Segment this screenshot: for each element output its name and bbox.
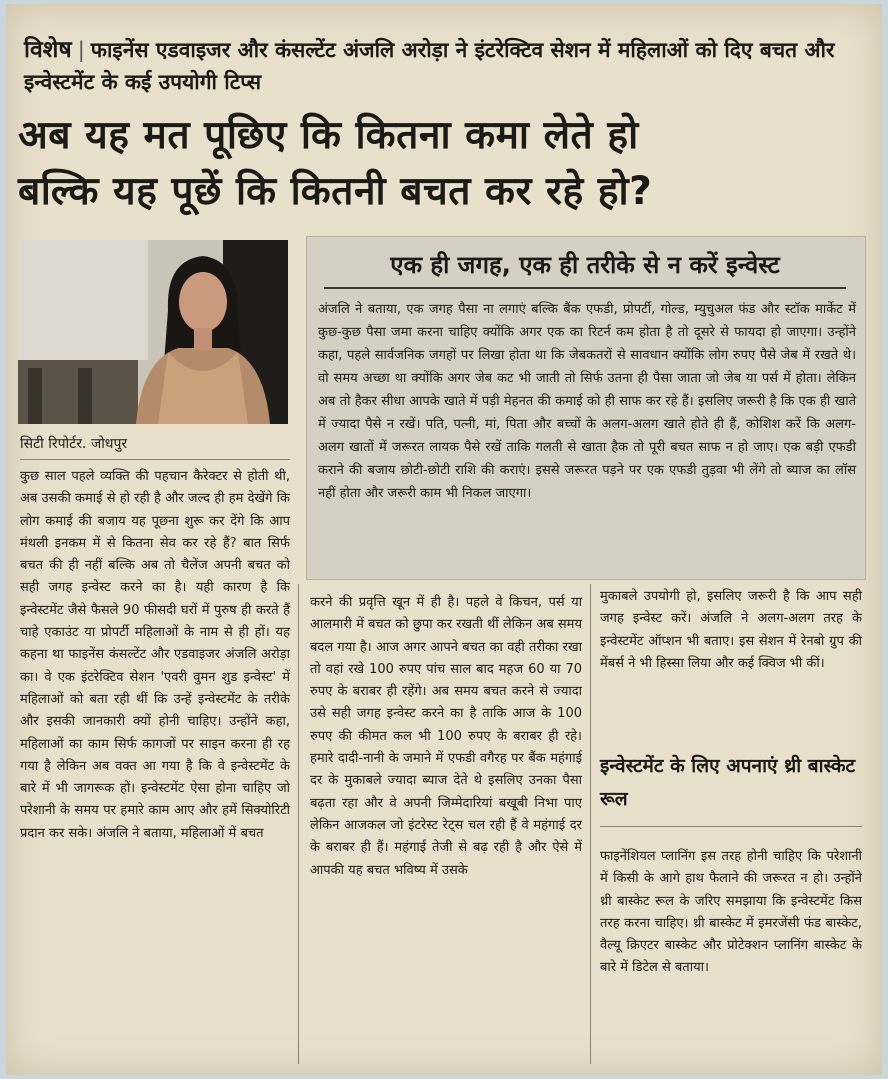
sidebar-box-text: अंजलि ने बताया, एक जगह पैसा ना लगाएं बल्कि बैंक एफडी, प्रोपर्टी, गोल्ड, म्युचुअल फंड और स्टॉक मार्केट में कुछ-कुछ पैसा जमा करना चाहिए क्योंकि अगर एक का रिटर्न कम होता है तो दूसरे से फायदा हो जाएगा। उन्होंने कहा, पहले सार्वजनिक जगहों पर लिखा होता था कि जेबकतरों से सावधान क्योंकि लोग रुपए पैसे जेब में रखते थे। वो समय अच्छा था क्योंकि अगर जेब कट भी जाती तो सिर्फ उतना ही पैसा जाता जो जेब या पर्स में होता। लेकिन अब तो हैकर सीधा आपके खाते में पड़ी मेहनत की कमाई को ही साफ कर रहे हैं। इसलिए जरूरी है कि एक ही खाते में ज्यादा पैसे न रखें। पति, पत्नी, मां, पिता और बच्चों के अलग-अलग खाते होते ही हैं, कोशिश करें कि अलग-अलग खातों में जरूरत लायक पैसे रखें ताकि गलती से खाता हैक तो पूरी बचत साफ न हो जाए। एक बड़ी एफडी कराने की बजाय छोटी-छोटी राशि की कराएं। इससे जरूरत पड़ने पर एक एफडी तुड़वा भी लेंगे तो ब्याज का लॉस नहीं होता और जरूरी काम भी निकल जाएगा। [318,302,856,501]
byline-divider [20,459,290,460]
headline [18,108,876,220]
headline-line-1: अब यह मत पूछिए कि कितना कमा लेते हो [18,113,639,158]
column-divider [590,584,591,1064]
article-column-2: करने की प्रवृत्ति खून में ही है। पहले वे किचन, पर्स या आलमारी में बचत को छुपा कर रखती थीं लेकिन अब समय बदल गया है। आज अगर आपने बचत का वही तरीका रखा तो वहां रखे 100 रुपए पांच साल बाद महज 60 या 70 रुपए के बराबर ही रहेंगे। अब समय बचत करने से ज्यादा उसे सही जगह इन्वेस्ट करने का है ताकि आज के 100 रुपए की कीमत कल भी 100 रुपए के बराबर ही रहे। हमारे दादी-नानी के जमाने में एफडी वगैरह पर बैंक महंगाई दर के मुकाबले ज्यादा ब्याज देते थे इसलिए उनका पैसा बढ़ता रहा और वे अपनी जिम्मेदारियां बखूबी निभा पाए लेकिन आजकल जो इंटरेस्ट रेट्स चल रही हैं वे महंगाई दर के बराबर ही हैं। महंगाई तेजी से बढ़ रही है और ऐसे में आपकी यह बचत भविष्य में उसके [310,595,582,878]
column-divider [298,584,299,1064]
kicker [24,34,874,98]
sidebar-box-title: एक ही जगह, एक ही तरीके से न करें इन्वेस्ट [390,251,780,279]
kicker-text: फाइनेंस एडवाइजर और कंसल्टेंट अंजलि अरोड़ा ने इंटरेक्टिव सेशन में महिलाओं को दिए बचत और इन्वेस्टमेंट के कई उपयोगी टिप्स [24,38,835,94]
article-column-3-continued: फाइनेंशियल प्लानिंग इस तरह होनी चाहिए कि परेशानी में किसी के आगे हाथ फैलाने की जरूरत न हो। उन्होंने थ्री बास्केट रूल के जरिए समझाया कि इन्वेस्टमेंट किस तरह करना चाहिए। थ्री बास्केट में इमरजेंसी फंड बास्केट, वैल्यू क्रिएटर बास्केट और प्रोटेक्शन प्लानिंग बास्केट के बारे में डिटेल से बताया। [600,849,862,976]
portrait-illustration [18,240,288,424]
subheading: इन्वेस्टमेंट के लिए अपनाएं थ्री बास्केट रूल [600,755,856,810]
sidebar-box-rule [324,287,846,289]
portrait-photo [18,240,288,424]
kicker-tag: विशेष [24,37,72,63]
article-column-3: मुकाबले उपयोगी हो, इसलिए जरूरी है कि आप सही जगह इन्वेस्ट करें। अंजलि ने अलग-अलग तरह के इन्वेस्टमेंट ऑप्शन भी बताए। इस सेशन में रेनबो ग्रुप की मेंबर्स ने भी हिस्सा लिया और कई क्विज भी कीं। [600,589,862,671]
article-column-1: कुछ साल पहले व्यक्ति की पहचान कैरेक्टर से होती थी, अब उसकी कमाई से हो रही है और जल्द ही हम देखेंगे कि लोग कमाई की बजाय यह पूछना शुरू कर देंगे कि आप मंथली इनकम में से कितना सेव कर रहे हैं? बात सिर्फ बचत की ही नहीं बल्कि अब तो चैलेंज अपनी बचत को सही जगह इन्वेस्ट करने का है। यही कारण है कि इन्वेस्टमेंट जैसे फैसले 90 फीसदी घरों में पुरुष ही करते हैं चाहे एकाउंट या प्रोपर्टी महिलाओं के नाम से ही हों। यह कहना था फाइनेंस कंसल्टेंट और एडवाइजर अंजलि अरोड़ा का। वे एक इंटरेक्टिव सेशन 'एवरी वुमन शुड इन्वेस्ट' में महिलाओं को बता रही थीं कि उन्हें इन्वेस्टमेंट के तरीके और इसकी जानकारी क्यों होनी चाहिए। उन्होंने कहा, महिलाओं का काम सिर्फ कागजों पर साइन करना ही रह गया है लेकिन अब वक्त आ गया है कि वे इन्वेस्टमेंट के बारे में भी जागरूक हों। इन्वेस्टमेंट ऐसा होना चाहिए जो परेशानी के समय पर हमारे काम आए और हमें सिक्योरिटी प्रदान कर सके। अंजलि ने बताया, महिलाओं में बचत [20,469,290,841]
subheading-divider [600,826,862,827]
kicker-separator: | [77,38,85,62]
newspaper-clipping [6,4,882,1075]
headline-line-2: बल्कि यह पूछें कि कितनी बचत कर रहे हो? [18,169,653,214]
byline: सिटी रिपोर्टर. जोधपुर [20,436,128,452]
